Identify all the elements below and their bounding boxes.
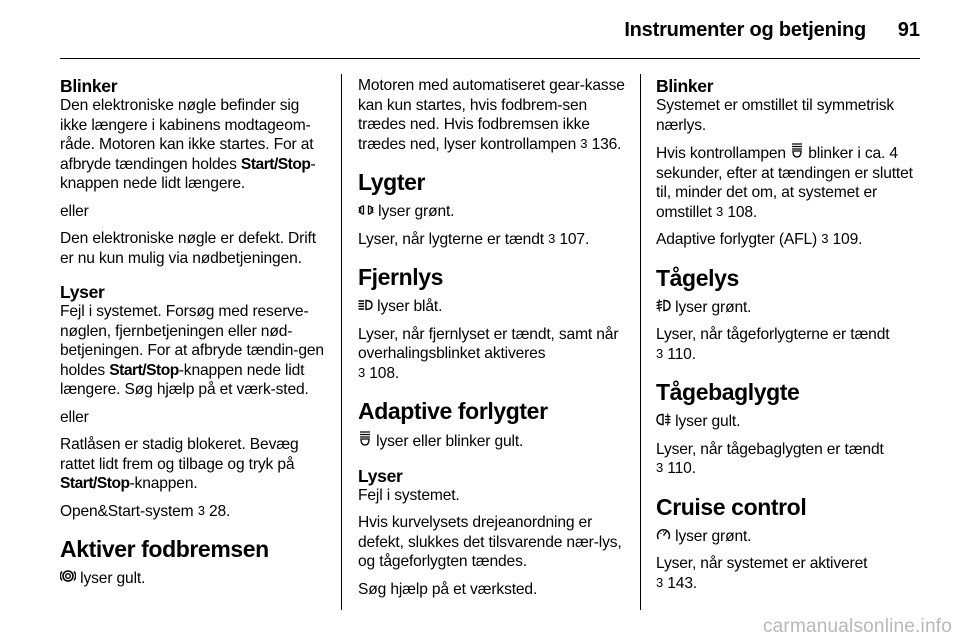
paragraph: Open&Start-system 3 28.	[60, 502, 231, 520]
watermark: carmanualsonline.info	[762, 616, 952, 637]
page-reference: 108.	[369, 364, 400, 382]
front-fog-light-icon	[656, 298, 671, 318]
page-number: 91	[897, 19, 920, 41]
column-divider	[640, 74, 641, 610]
page-reference-icon: 3	[656, 460, 664, 475]
paragraph: Fejl i systemet. Forsøg med reserve-nøglen, fjernbetjeningen eller nød-betjeningen. For at afbryde tændin-gen holdes Start/Stop-knappen nede lidt længere. Søg hjælp på et værk-sted.	[60, 303, 324, 398]
high-beam-icon	[358, 297, 373, 317]
paragraph: eller	[60, 408, 89, 426]
paragraph: Hvis kurvelysets drejeanordning er defekt, slukkes det tilsvarende nær-lys, og tågeforlygten tændes.	[358, 514, 622, 570]
page-reference-icon: 3	[656, 574, 664, 590]
heading-fjernlys: Fjernlys	[358, 264, 444, 290]
page-reference: 107.	[559, 230, 590, 248]
paragraph: Lyser, når tågebaglygten er tændt 3 110.	[656, 440, 884, 477]
page-reference-icon: 3	[716, 203, 724, 219]
paragraph: eller	[60, 202, 89, 220]
heading-tagelys: Tågelys	[656, 264, 739, 291]
brake-warning-icon	[60, 569, 76, 589]
page-reference: 28.	[208, 502, 231, 520]
heading-adaptive-forlygter: Adaptive forlygter	[358, 398, 548, 424]
paragraph: Søg hjælp på et værksted.	[358, 580, 538, 598]
subheading-blinker: Blinker	[656, 76, 714, 96]
paragraph: Lyser, når fjernlyset er tændt, samt når overhalingsblinket aktiveres 3 108.	[358, 325, 619, 382]
column-right	[656, 76, 924, 601]
page-reference-icon: 3	[821, 231, 829, 246]
page-reference: 110.	[667, 345, 696, 363]
page-reference: 109.	[832, 231, 863, 248]
paragraph: lyser gult.	[60, 569, 328, 589]
paragraph: lyser grønt.	[358, 202, 626, 222]
subheading-blinker: Blinker	[60, 76, 118, 96]
paragraph: lyser gult.	[656, 412, 924, 432]
heading-tagebaglygte: Tågebaglygte	[656, 379, 800, 405]
subheading-lyser: Lyser	[358, 465, 403, 486]
column-middle	[358, 76, 626, 607]
page-reference-icon: 3	[656, 345, 664, 361]
column-left	[60, 76, 328, 597]
page-reference: 108.	[727, 203, 758, 221]
page-reference: 143.	[667, 574, 698, 592]
paragraph: Ratlåsen er stadig blokeret. Bevæg rattet lidt frem og tilbage og tryk på Start/Stop-knappen.	[60, 436, 299, 492]
header-divider	[60, 58, 920, 59]
paragraph: Systemet er omstillet til symmetrisk nærlys.	[656, 97, 895, 134]
page-reference-icon: 3	[197, 502, 205, 518]
paragraph: lyser blåt.	[358, 297, 626, 317]
heading-lygter: Lygter	[358, 169, 426, 195]
paragraph: lyser grønt.	[656, 298, 924, 318]
paragraph: Den elektroniske nøgle befinder sig ikke længere i kabinens modtageom-råde. Motoren kan ikke startes. For at afbryde tændingen holdes Start/Stop-knappen nede lidt længere.	[60, 97, 316, 192]
paragraph: Den elektroniske nøgle er defekt. Drift er nu kun mulig via nødbetjeningen.	[60, 230, 316, 267]
page-reference-icon: 3	[358, 364, 366, 380]
paragraph: Hvis kontrollampen blinker i ca. 4 sekunder, efter at tændingen er sluttet til, minder det om, at systemet er omstillet 3 108.	[656, 145, 913, 221]
cruise-control-icon	[656, 527, 671, 547]
page-reference-icon: 3	[548, 230, 556, 246]
heading-cruise-control: Cruise control	[656, 493, 807, 520]
adaptive-headlights-icon	[790, 143, 804, 164]
paragraph: Lyser, når systemet er aktiveret 3 143.	[656, 555, 868, 592]
page-header-title: Instrumenter og betjening	[624, 19, 866, 41]
paragraph: Lyser, når lygterne er tændt 3 107.	[358, 230, 590, 248]
page-reference-icon: 3	[580, 135, 588, 151]
paragraph: lyser eller blinker gult.	[358, 431, 626, 452]
paragraph: Adaptive forlygter (AFL) 3 109.	[656, 231, 863, 248]
column-divider	[341, 74, 342, 610]
paragraph: Fejl i systemet.	[358, 486, 460, 504]
heading-aktiver-fodbremsen: Aktiver fodbremsen	[60, 536, 269, 562]
subheading-lyser: Lyser	[60, 282, 105, 302]
page-reference: 110.	[667, 460, 696, 477]
side-lights-icon	[358, 202, 374, 222]
paragraph: lyser grønt.	[656, 527, 924, 547]
paragraph: Motoren med automatiseret gear-kasse kan kun startes, hvis fodbrem-sen trædes ned. Hvis fodbremsen ikke trædes ned, lyser kontrollampen 3 136.	[358, 77, 625, 153]
adaptive-headlights-icon	[358, 431, 372, 452]
rear-fog-light-icon	[656, 412, 671, 432]
page-reference: 136.	[591, 135, 622, 153]
paragraph: Lyser, når tågeforlygterne er tændt 3 110.	[656, 326, 890, 363]
